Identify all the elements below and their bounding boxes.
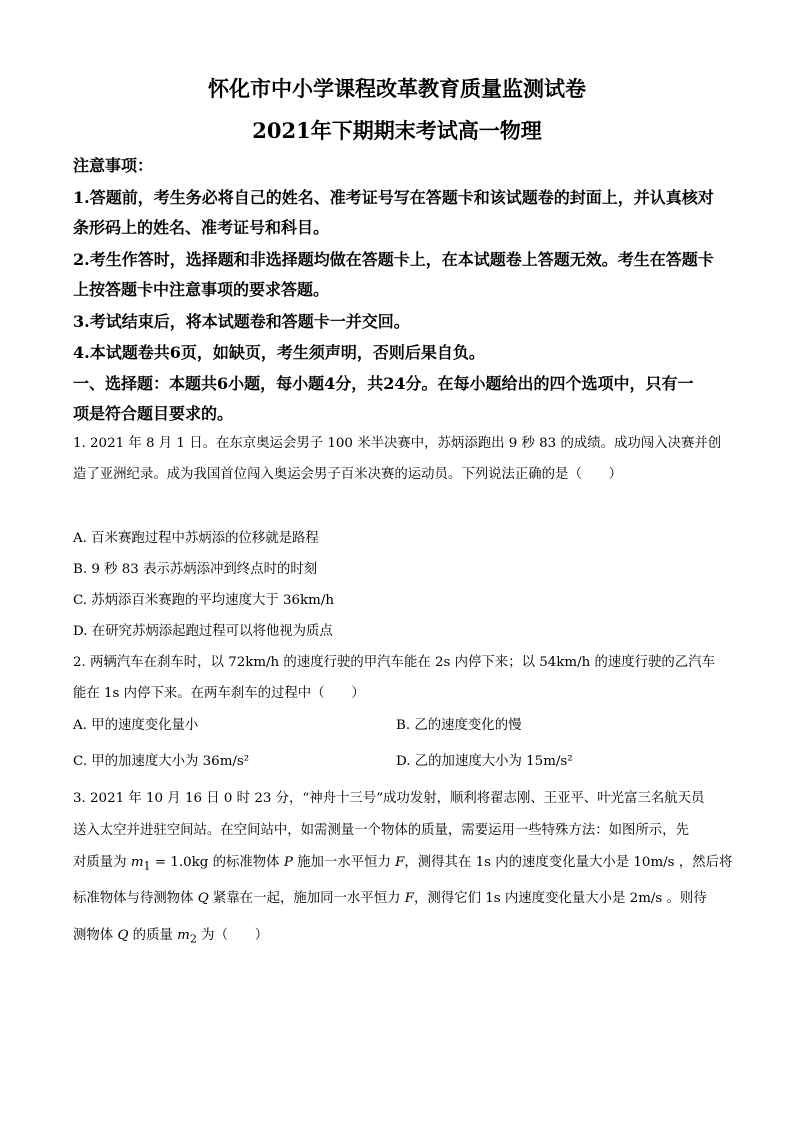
- text-run: = 1.0kg 的标准物体: [150, 855, 284, 870]
- question-2-stem: 2. 两辆汽车在刹车时，以 72km/h 的速度行驶的甲汽车能在 2s 内停下来；以 54km/h 的速度行驶的乙汽车: [73, 655, 715, 670]
- question-3-stem: 3. 2021 年 10 月 16 日 0 时 23 分，“神舟十三号”成功发射，顺利将翟志刚、王亚平、叶光富三名航天员: [73, 791, 705, 806]
- notice-item: 条形码上的姓名、准考证号和科目。: [73, 218, 330, 237]
- text-run: 施加一水平恒力: [292, 855, 396, 870]
- math-subscript: 1: [143, 859, 151, 873]
- question-3-stem-line5: [73, 924, 268, 946]
- math-symbol: Q: [197, 891, 209, 906]
- question-3-stem-line4: [73, 887, 707, 906]
- notice-item: 2.考生作答时，选择题和非选择题均做在答题卡上，在本试题卷上答题无效。考生在答题卡: [73, 250, 714, 269]
- question-2-option-b: B. 乙的速度变化的慢: [396, 718, 522, 733]
- notice-heading: 注意事项：: [73, 156, 154, 175]
- text-run: 测物体: [73, 928, 118, 943]
- text-run: 紧靠在一起，施加同一水平恒力: [208, 891, 405, 906]
- question-2-option-c: C. 甲的加速度大小为 36m/s²: [73, 754, 250, 769]
- math-symbol: Q: [117, 928, 129, 943]
- math-symbol: P: [283, 855, 293, 870]
- question-1-option-b: B. 9 秒 83 表示苏炳添冲到终点时的时刻: [73, 562, 318, 577]
- question-1-stem: 1. 2021 年 8 月 1 日。在东京奥运会男子 100 米半决赛中，苏炳添跑出 9 秒 83 的成绩。成功闯入决赛并创: [73, 436, 722, 451]
- math-symbol: F: [395, 855, 405, 870]
- math-subscript: 2: [189, 932, 197, 946]
- text-run: 的质量: [128, 928, 178, 943]
- page-subtitle: 2021年下期期末考试高一物理: [252, 118, 542, 143]
- notice-item: 上按答题卡中注意事项的要求答题。: [73, 280, 330, 299]
- question-2-option-d: D. 乙的加速度大小为 15m/s²: [396, 754, 573, 769]
- question-1-option-a: A. 百米赛跑过程中苏炳添的位移就是路程: [73, 531, 319, 546]
- text-run: 为（ ）: [196, 928, 269, 943]
- question-1-option-d: D. 在研究苏炳添起跑过程可以将他视为质点: [73, 624, 333, 639]
- text-run: ，测得它们 1s 内速度变化量大小是 2m/s 。则待: [414, 891, 707, 906]
- math-symbol: F: [404, 891, 415, 906]
- text-run: 标准物体与待测物体: [73, 891, 198, 906]
- question-1-stem-cont: 造了亚洲纪录。成为我国首位闯入奥运会男子百米决赛的运动员。下列说法正确的是（ ）: [73, 467, 623, 482]
- question-2-stem-cont: 能在 1s 内停下来。在两车刹车的过程中（ ）: [73, 686, 365, 701]
- question-3-stem-cont: 送入太空并进驻空间站。在空间站中，如需测量一个物体的质量，需要运用一些特殊方法：如图所示，先: [73, 823, 689, 838]
- notice-item: 1.答题前，考生务必将自己的姓名、准考证号写在答题卡和该试题卷的封面上，并认真核对: [73, 188, 714, 207]
- notice-item: 3.考试结束后，将本试题卷和答题卡一并交回。: [73, 312, 410, 331]
- question-3-stem-line3: [73, 851, 732, 873]
- question-2-option-a: A. 甲的速度变化量小: [73, 718, 199, 733]
- page-title: 怀化市中小学课程改革教育质量监测试卷: [208, 76, 586, 101]
- section-heading: 一、选择题：本题共6小题，每小题4分，共24分。在每小题给出的四个选项中，只有一: [73, 374, 694, 393]
- text-run: 对质量为: [73, 855, 131, 870]
- notice-item: 4.本试题卷共6页，如缺页，考生须声明，否则后果自负。: [73, 343, 485, 362]
- section-heading-cont: 项是符合题目要求的。: [73, 404, 234, 423]
- text-run: ，测得其在 1s 内的速度变化量大小是 10m/s ，然后将: [404, 855, 733, 870]
- question-1-option-c: C. 苏炳添百米赛跑的平均速度大于 36km/h: [73, 593, 334, 608]
- math-symbol: m: [177, 928, 190, 943]
- math-symbol: m: [130, 855, 144, 870]
